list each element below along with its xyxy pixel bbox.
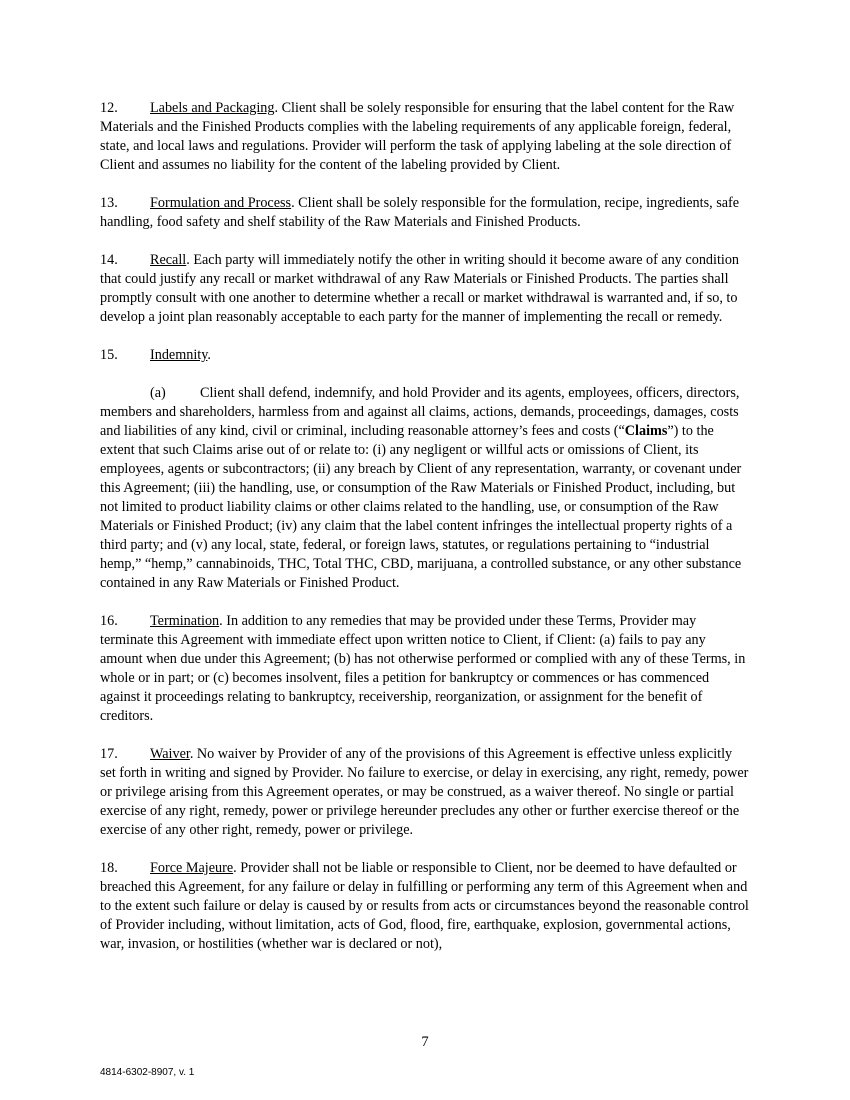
section-18	[100, 859, 750, 954]
section-text: . Client shall be solely responsible for the formulation, recipe, ingredients, safe handling, food safety and shelf stability of the Raw Materials and Finished Products.	[100, 195, 740, 230]
section-text: . In addition to any remedies that may be provided under these Terms, Provider may terminate this Agreement with immediate effect upon written notice to Client, if Client: (a) fails to pay any amount when due under this Agreement; (b) has not otherwise performed or complied with any of these Terms, in whole or in part; or (c) becomes insolvent, files a petition for bankruptcy or commences or has commenced against it proceedings relating to bankruptcy, receivership, reorganization, or assignment for the benefit of creditors.	[100, 613, 746, 724]
section-heading: Recall	[150, 252, 187, 268]
section-text: . Provider shall not be liable or responsible to Client, nor be deemed to have defaulted or breached this Agreement, for any failure or delay in fulfilling or performing any term of this Agreement when and to the extent such failure or delay is caused by or results from acts or circumstances beyond the reasonable control of Provider including, without limitation, acts of God, flood, fire, earthquake, explosion, governmental actions, war, invasion, or hostilities (whether war is declared or not),	[100, 860, 749, 952]
section-heading: Termination	[150, 613, 220, 629]
section-number: 16.	[100, 613, 118, 629]
section-number: 14.	[100, 252, 118, 268]
section-heading: Labels and Packaging	[150, 100, 275, 116]
section-text: . Client shall be solely responsible for ensuring that the label content for the Raw Materials and the Finished Products complies with the labeling requirements of any applicable foreign, federal, state, and local laws and regulations. Provider will perform the task of applying labeling at the sole direction of Client and assumes no liability for the content of the labeling provided by Client.	[100, 100, 735, 173]
section-heading: Indemnity	[150, 347, 208, 363]
document-body	[100, 99, 750, 973]
section-text: .	[207, 347, 211, 363]
section-15-subsection-a	[100, 384, 750, 593]
document-id: 4814-6302-8907, v. 1	[100, 1067, 195, 1078]
section-number: 15.	[100, 347, 118, 363]
section-13	[100, 194, 750, 232]
section-number: 17.	[100, 746, 118, 762]
section-17	[100, 745, 750, 840]
defined-term-claims: Claims	[624, 423, 668, 439]
subsection-label: (a)	[150, 385, 166, 401]
section-text: . Each party will immediately notify the other in writing should it become aware of any condition that could justify any recall or market withdrawal of any Raw Materials or Finished Products. The parties shall promptly consult with one another to determine whether a recall or market withdrawal is warranted and, if so, to develop a joint plan reasonably acceptable to each party for the manner of implementing the recall or remedy.	[100, 252, 740, 325]
section-number: 12.	[100, 100, 118, 116]
section-text: . No waiver by Provider of any of the provisions of this Agreement is effective unless explicitly set forth in writing and signed by Provider. No failure to exercise, or delay in exercising, any right, remedy, power or privilege arising from this Agreement operates, or may be construed, as a waiver thereof. No single or partial exercise of any right, remedy, power or privilege hereunder precludes any other or further exercise thereof or the exercise of any other right, remedy, power or privilege.	[100, 746, 749, 838]
section-number: 13.	[100, 195, 118, 211]
section-14	[100, 251, 750, 327]
section-heading: Waiver	[150, 746, 190, 762]
page-number: 7	[421, 1034, 429, 1050]
section-number: 18.	[100, 860, 118, 876]
section-heading: Force Majeure	[150, 860, 234, 876]
section-heading: Formulation and Process	[150, 195, 292, 211]
subsection-text-end: ”) to the extent that such Claims arise out of or relate to: (i) any negligent or willful acts or omissions of Client, its employees, agents or subcontractors; (ii) any breach by Client of any representation, warranty, or covenant under this Agreement; (iii) the handling, use, or consumption of the Raw Materials or Finished Product, including, but not limited to product liability claims or other claims related to the handling, use, or consumption of the Raw Materials or Finished Product; (iv) any claim that the label content infringes the intellectual property rights of a third party; and (v) any local, state, federal, or foreign laws, statutes, or regulations pertaining to “industrial hemp,” “hemp,” cannabinoids, THC, Total THC, CBD, marijuana, a controlled substance, or any other substance contained in any Raw Materials or Finished Product.	[100, 423, 742, 591]
section-12	[100, 99, 750, 175]
section-15	[100, 346, 750, 365]
section-16	[100, 612, 750, 726]
subsection-text-start: Client shall defend, indemnify, and hold Provider and its agents, employees, officers, directors, members and shareholders, harmless from and against all claims, actions, demands, proceedings, damages, costs and liabilities of any kind, civil or criminal, including reasonable attorney’s fees and costs (“	[100, 385, 740, 439]
